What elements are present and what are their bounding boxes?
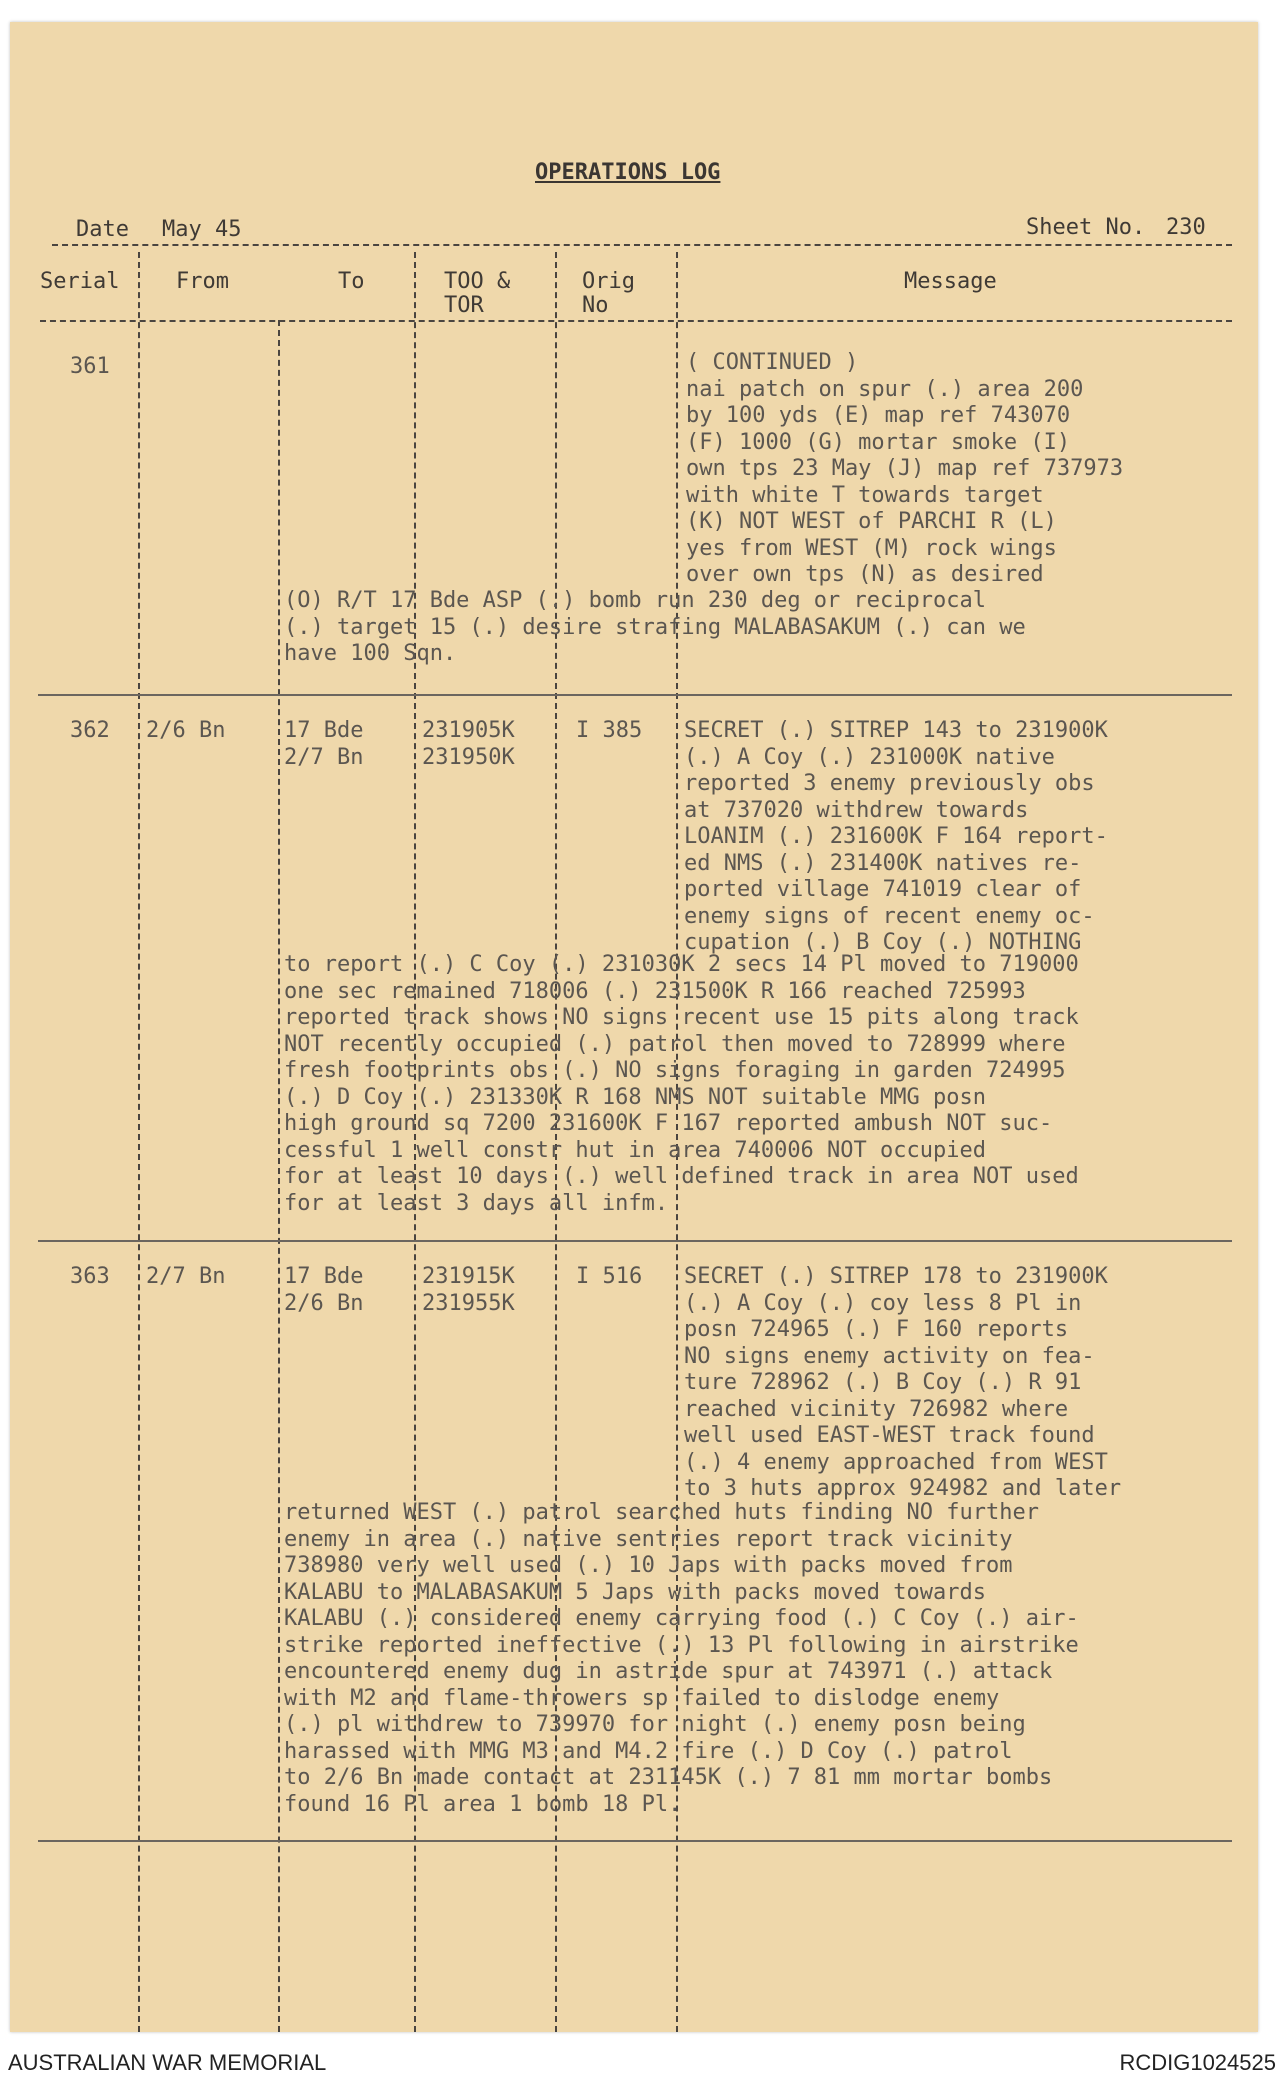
header-top-rule: [52, 244, 1232, 246]
entry-serial: 363: [70, 1264, 110, 1289]
col-header-too-tor: TOO & TOR: [444, 269, 511, 318]
page-title: OPERATIONS LOG: [535, 160, 721, 185]
footer-credit: AUSTRALIAN WAR MEMORIAL: [8, 2050, 327, 2075]
entry-message-wide: returned WEST (.) patrol searched huts finding NO further enemy in area (.) native sentries report track vicinity 738980 very well used (.) 10 Japs with packs moved from KALABU to MALABASAKUM 5 Japs with packs moved towards KALABU (.) considered enemy carrying food (.) C Coy (.) air- strike reported ineffective (.) 13 Pl following in airstrike encountered enemy dug in astride spur at 743971 (.) attack with M2 and flame-throwers sp failed to dislodge enemy (.) pl withdrew to 739970 for night (.) enemy posn being harassed with MMG M3 and M4.2 fire (.) D Coy (.) patrol to 2/6 Bn made contact at 231145K (.) 7 81 mm mortar bombs found 16 Pl area 1 bomb 18 Pl.: [284, 1500, 1079, 1817]
entry-to: 17 Bde 2/7 Bn: [284, 718, 364, 770]
row-divider-3: [38, 1840, 1232, 1842]
col-header-to: To: [338, 269, 365, 294]
entry-orig-no: I 516: [576, 1264, 643, 1289]
entry-orig-no: I 385: [576, 718, 643, 743]
entry-message-narrow: ( CONTINUED ) nai patch on spur (.) area 200 by 100 yds (E) map ref 743070 (F) 1000 (G) mortar smoke (I) own tps 23 May (J) map ref 737973 with white T towards target (K) NOT WEST of PARCHI R (L) yes from WEST (M) rock wings over own tps (N) as desired: [686, 350, 1124, 587]
col-header-orig-no: Orig No: [582, 269, 635, 318]
entry-message-wide: to report (.) C Coy (.) 231030K 2 secs 14 Pl moved to 719000 one sec remained 718006 (.) 231500K R 166 reached 725993 reported track shows NO signs recent use 15 pits along track NOT recently occupied (.) patrol then moved to 728999 where fresh footprints obs (.) NO signs foraging in garden 724995 (.) D Coy (.) 231330K R 168 NMS NOT suitable MMG posn high ground sq 7200 231600K F 167 reported ambush NOT suc- cessful 1 well constr hut in area 740006 NOT occupied for at least 10 days (.) well defined track in area NOT used for at least 3 days all infm.: [284, 952, 1079, 1216]
row-divider-1: [38, 694, 1232, 696]
col-divider-serial: [138, 252, 140, 2032]
entry-too-tor: 231915K 231955K: [422, 1264, 515, 1316]
entry-to: 17 Bde 2/6 Bn: [284, 1264, 364, 1316]
date-label: Date: [76, 217, 129, 242]
entry-serial: 362: [70, 718, 110, 743]
entry-message-narrow: SECRET (.) SITREP 178 to 231900K (.) A Coy (.) coy less 8 Pl in posn 724965 (.) F 160 reports NO signs enemy activity on fea- ture 728962 (.) B Coy (.) R 91 reached vicinity 726982 where well used EAST-WEST track found (.) 4 enemy approached from WEST to 3 huts approx 924982 and later: [684, 1264, 1122, 1501]
entry-too-tor: 231905K 231950K: [422, 718, 515, 770]
sheet-value: 230: [1166, 215, 1206, 240]
col-divider-from: [278, 320, 280, 2032]
row-divider-2: [38, 1240, 1232, 1242]
entry-from: 2/6 Bn: [146, 718, 226, 743]
col-header-from: From: [176, 269, 229, 294]
sheet-label: Sheet No.: [1026, 215, 1146, 240]
entry-serial: 361: [70, 354, 110, 379]
footer-id: RCDIG1024525: [1119, 2050, 1276, 2075]
entry-from: 2/7 Bn: [146, 1264, 226, 1289]
entry-message-narrow: SECRET (.) SITREP 143 to 231900K (.) A Coy (.) 231000K native reported 3 enemy previously obs at 737020 withdrew towards LOANIM (.) 231600K F 164 report- ed NMS (.) 231400K natives re- ported village 741019 clear of enemy signs of recent enemy oc- cupation (.) B Coy (.) NOTHING: [684, 718, 1108, 955]
header-bottom-rule: [40, 320, 1232, 322]
date-value: May 45: [162, 217, 242, 242]
col-header-message: Message: [904, 269, 997, 294]
entry-message-wide: (O) R/T 17 Bde ASP (.) bomb run 230 deg or reciprocal (.) target 15 (.) desire strafing MALABASAKUM (.) can we have 100 Sqn.: [284, 588, 1026, 666]
col-header-serial: Serial: [40, 269, 120, 294]
